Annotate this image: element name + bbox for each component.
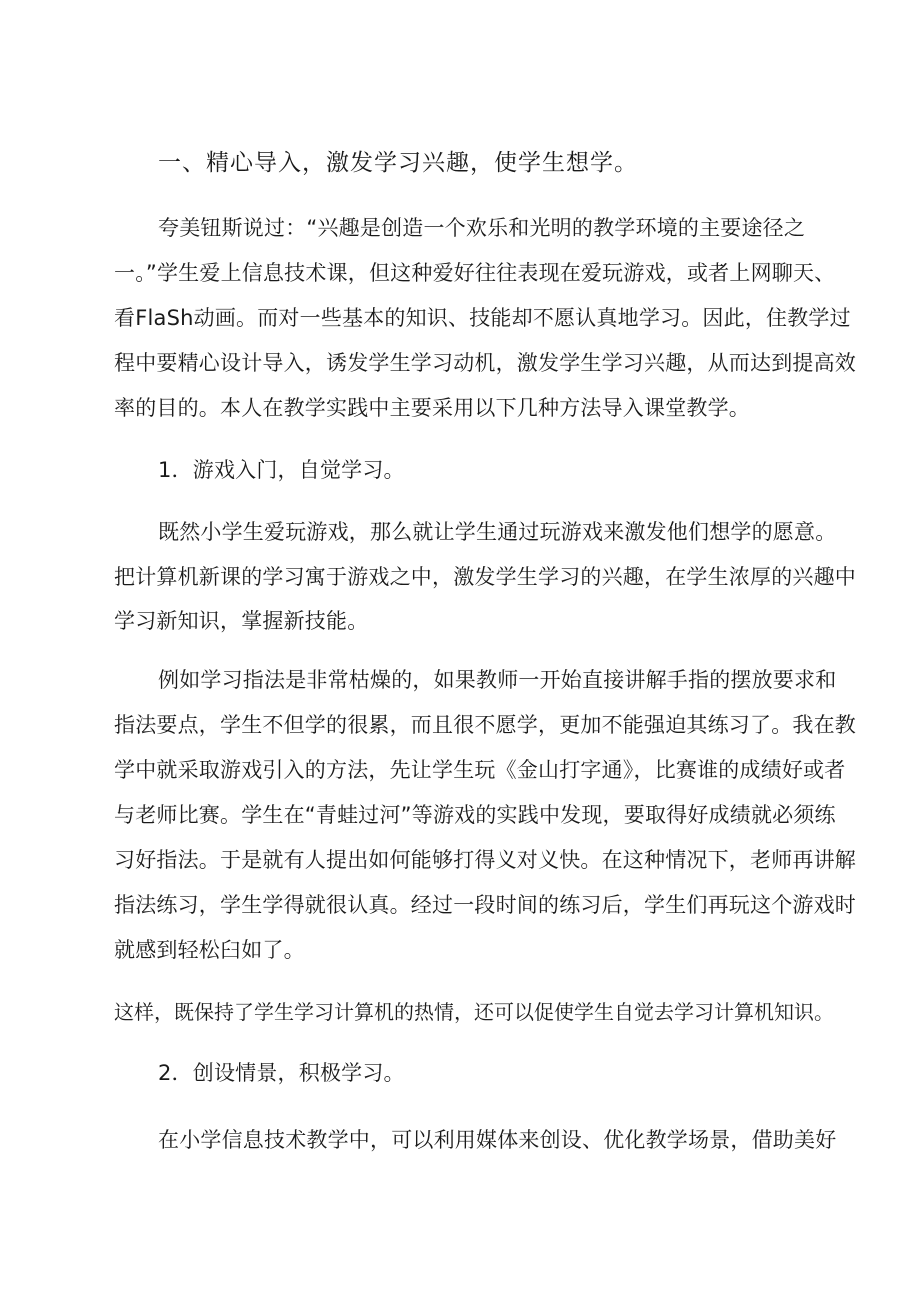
paragraph-line: 这样，既保持了学生学习计算机的热情，还可以促使学生自觉去学习计算机知识。 bbox=[114, 1000, 834, 1024]
paragraph-line: 程中要精心设计导入，诱发学生学习动机，激发学生学习兴趣，从而达到提高效 bbox=[114, 351, 856, 375]
paragraph-line: 在小学信息技术教学中，可以利用媒体来创设、优化教学场景，借助美好 bbox=[158, 1128, 837, 1152]
paragraph-line: 例如学习指法是非常枯燥的，如果教师一开始直接讲解手指的摆放要求和 bbox=[158, 668, 837, 692]
paragraph-line: 指法练习，学生学得就很认真。经过一段时间的练习后，学生们再玩这个游戏时 bbox=[114, 893, 856, 917]
section-heading: 一、精心导入，激发学习兴趣，使学生想学。 bbox=[158, 150, 638, 176]
paragraph-line: 把计算机新课的学习寓于游戏之中，激发学生学习的兴趣，在学生浓厚的兴趣中 bbox=[114, 565, 856, 589]
paragraph-line: 指法要点，学生不但学的很累，而且很不愿学，更加不能强迫其练习了。我在教 bbox=[114, 713, 856, 737]
paragraph-line: 习好指法。于是就有人提出如何能够打得义对义快。在这种情况下，老师再讲解 bbox=[114, 848, 856, 872]
paragraph-line: 率的目的。本人在教学实践中主要采用以下几种方法导入课堂教学。 bbox=[114, 396, 750, 420]
paragraph-line: 一。”学生爱上信息技术课，但这种爱好往往表现在爱玩游戏，或者上网聊天、 bbox=[114, 261, 836, 285]
paragraph-line: 看FlaSh动画。而对一些基本的知识、技能却不愿认真地学习。因此，住教学过 bbox=[114, 306, 851, 330]
paragraph-line: 学习新知识，掌握新技能。 bbox=[114, 609, 369, 633]
paragraph-line: 就感到轻松臼如了。 bbox=[114, 938, 305, 962]
paragraph-line: 学中就采取游戏引入的方法，先让学生玩《金山打字通》，比赛谁的成绩好或者 bbox=[114, 758, 846, 782]
paragraph-line: 夸美钮斯说过：“兴趣是创造一个欢乐和光明的教学环境的主要途径之 bbox=[158, 216, 806, 240]
paragraph-line: 与老师比赛。学生在“青蛙过河”等游戏的实践中发现，要取得好成绩就必须练 bbox=[114, 803, 836, 827]
subheading: 2．创设情景，积极学习。 bbox=[158, 1061, 405, 1085]
subheading: 1．游戏入门，自觉学习。 bbox=[158, 458, 405, 482]
paragraph-line: 既然小学生爱玩游戏，那么就让学生通过玩游戏来激发他们想学的愿意。 bbox=[158, 520, 837, 544]
